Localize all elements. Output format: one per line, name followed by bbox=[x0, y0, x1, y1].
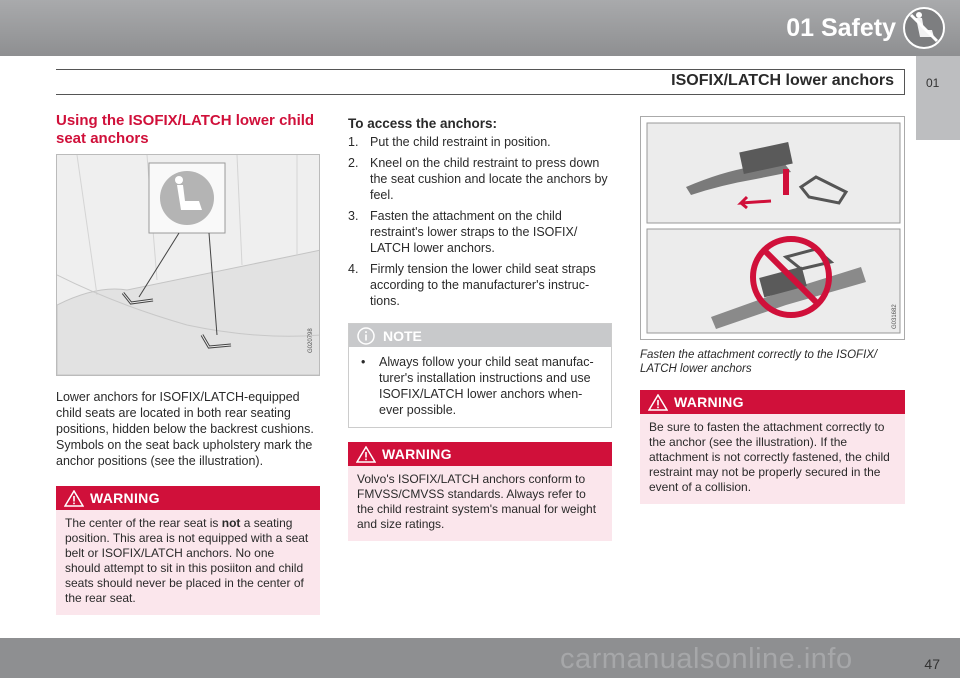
note-box bbox=[348, 323, 612, 428]
note-label: NOTE bbox=[383, 328, 422, 344]
step-number: 4. bbox=[348, 262, 359, 276]
left-column bbox=[56, 112, 320, 615]
anchor-location-illustration bbox=[56, 154, 320, 376]
rear-seat-illustration bbox=[57, 155, 320, 375]
warning-box bbox=[56, 486, 320, 615]
info-icon bbox=[357, 327, 375, 345]
step-number: 1. bbox=[348, 135, 359, 149]
step-text: Fasten the attachment on the child restraint's lower straps to the ISOFIX/ LATCH lower anchors. bbox=[370, 209, 578, 255]
warning-text bbox=[56, 510, 320, 615]
section-title-bar bbox=[56, 69, 905, 95]
list-item bbox=[348, 155, 612, 203]
step-number: 2. bbox=[348, 156, 359, 170]
note-bullet-text: Always follow your child seat manufac- turer's installation instructions and use ISOFIX/LATCH lower anchors when- ever possible. bbox=[379, 355, 594, 417]
warning-triangle-icon bbox=[648, 394, 668, 411]
warning-box bbox=[348, 442, 612, 541]
warning-triangle-icon bbox=[64, 490, 84, 507]
no-child-seat-icon bbox=[902, 6, 946, 50]
attachment-diagram bbox=[641, 117, 905, 339]
figure-id: G031682 bbox=[892, 304, 898, 329]
note-text bbox=[349, 347, 611, 427]
step-text: Firmly tension the lower child seat straps according to the manufacturer's instruc- tions. bbox=[370, 262, 596, 308]
warning-text: Be sure to fasten the attachment correctly to the anchor (see the illustration). If the attachment is not correctly fastened, the child restraint may not be properly secured in the event of a collision. bbox=[649, 420, 890, 494]
chapter-title: 01 Safety bbox=[786, 14, 896, 42]
step-number: 3. bbox=[348, 209, 359, 223]
warning-label: WARNING bbox=[674, 394, 744, 410]
list-item bbox=[348, 261, 612, 309]
right-column bbox=[640, 112, 905, 504]
warning-text: Volvo's ISOFIX/LATCH anchors conform to FMVSS/CMVSS standards. Always refer to the child restraint system's manual for weight and size ratings. bbox=[357, 472, 597, 531]
warning-text-emphasis: not bbox=[221, 516, 241, 530]
step-text: Kneel on the child restraint to press down the seat cushion and locate the anchors by feel. bbox=[370, 156, 608, 202]
attachment-illustration bbox=[640, 116, 905, 340]
list-item bbox=[348, 134, 612, 150]
note-header bbox=[349, 324, 611, 347]
figure-caption: Fasten the attachment correctly to the ISOFIX/ LATCH lower anchors bbox=[640, 349, 878, 375]
watermark: carmanualsonline.info bbox=[560, 643, 853, 675]
warning-text-part: The center of the rear seat is bbox=[65, 516, 222, 530]
warning-box bbox=[640, 390, 905, 504]
step-text: Put the child restraint in position. bbox=[370, 135, 551, 149]
chapter-side-tab[interactable] bbox=[916, 56, 960, 140]
list-item bbox=[361, 354, 601, 418]
warning-text-part: a seating position. This area is not equipped with a seat belt or ISOFIX/LATCH anchors. No one should attempt to sit in this posiiton and child seats should never be placed in the center of the rear seat. bbox=[65, 516, 309, 605]
procedure-steps bbox=[348, 134, 612, 309]
section-heading: Using the ISOFIX/LATCH lower child seat anchors bbox=[56, 112, 315, 147]
figure-id: G020798 bbox=[308, 328, 314, 353]
procedure-heading: To access the anchors: bbox=[348, 116, 498, 131]
middle-column bbox=[348, 112, 612, 541]
section-title: ISOFIX/LATCH lower anchors bbox=[671, 72, 894, 89]
warning-header bbox=[348, 442, 612, 466]
warning-header bbox=[56, 486, 320, 510]
list-item bbox=[348, 208, 612, 256]
side-tab-label: 01 bbox=[926, 76, 940, 90]
body-paragraph: Lower anchors for ISOFIX/LATCH-equipped child seats are located in both rear seating positions, hidden below the backrest cushions. Symbols on the seat back upholstery mark the anchor positions (see the illustration). bbox=[56, 390, 314, 468]
page-number: 47 bbox=[924, 656, 940, 672]
bullet-symbol: • bbox=[361, 355, 366, 369]
warning-label: WARNING bbox=[90, 490, 160, 506]
warning-triangle-icon bbox=[356, 446, 376, 463]
warning-header bbox=[640, 390, 905, 414]
warning-label: WARNING bbox=[382, 446, 452, 462]
